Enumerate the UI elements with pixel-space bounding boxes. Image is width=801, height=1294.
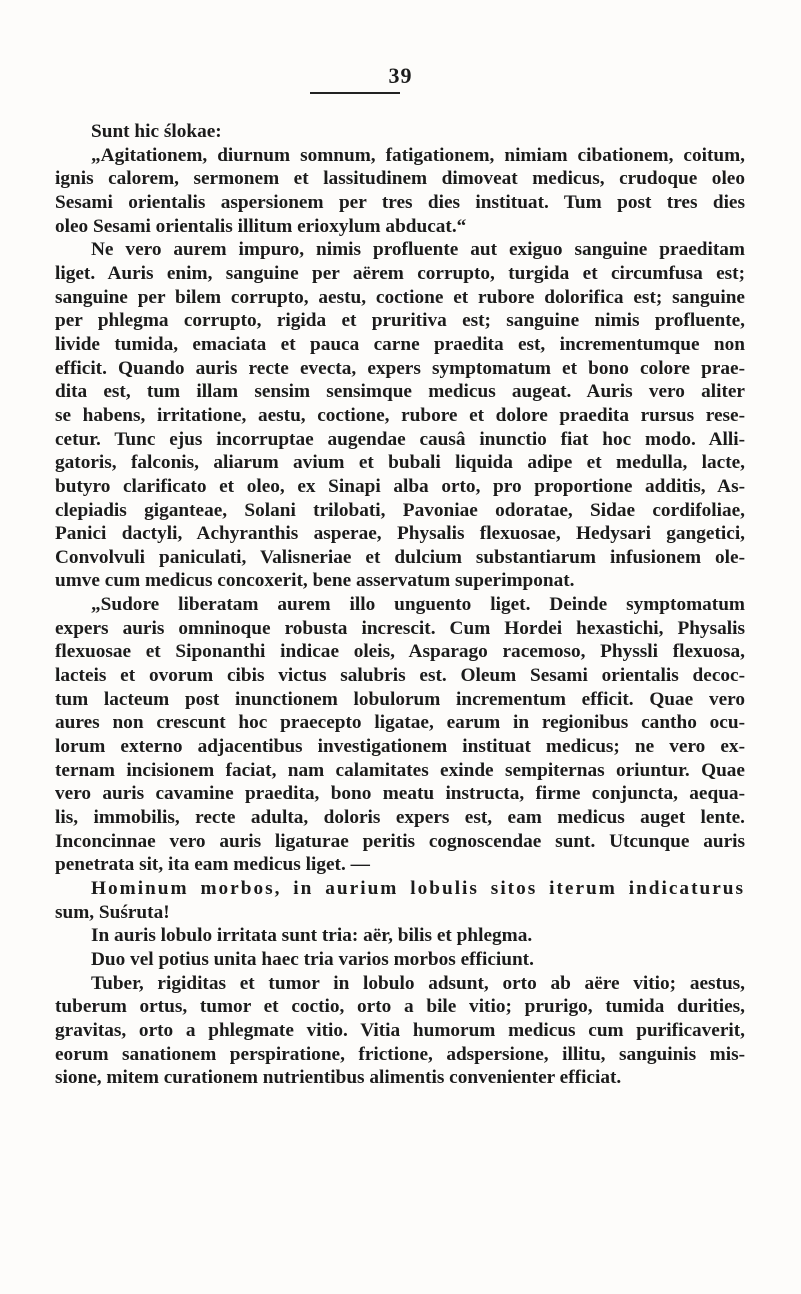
header-rule — [310, 92, 400, 94]
text-line: liget. Auris enim, sanguine per aërem corrupto, turgida et circumfusa est; — [55, 262, 745, 284]
text-line: „Agitationem, diurnum somnum, fatigationem, nimiam cibationem, coitum, — [91, 144, 745, 166]
text-line: tuberum ortus, tumor et coctio, orto a bile vitio; prurigo, tumida durities, — [55, 996, 745, 1018]
text-line: In auris lobulo irritata sunt tria: aër, bilis et phlegma. — [91, 925, 533, 947]
text-line: „Sudore liberatam aurem illo unguento liget. Deinde symptomatum — [91, 594, 745, 616]
text-line: butyro clarificato et oleo, ex Sinapi alba orto, pro proportione additis, As- — [55, 475, 745, 497]
text-line: sum, Suśruta! — [55, 901, 170, 923]
text-line: flexuosae et Siponanthi indicae oleis, Asparago racemoso, Physsli flexuosa, — [55, 641, 745, 663]
text-line: Duo vel potius unita haec tria varios morbos efficiunt. — [91, 948, 534, 970]
text-line: Inconcinnae vero auris ligaturae peritis cognoscendae sunt. Utcunque auris — [55, 830, 745, 852]
text-line: livide tumida, emaciata et pauca carne praedita est, incrementumque non — [55, 333, 745, 355]
text-line: vero auris cavamine praedita, bono meatu instructa, firme conjuncta, aequa- — [55, 783, 745, 805]
text-line: oleo Sesami orientalis illitum erioxylum abducat.“ — [55, 215, 467, 237]
text-line: lacteis et ovorum cibis victus salubris est. Oleum Sesami orientalis decoc- — [55, 665, 745, 687]
body-text — [55, 120, 745, 1090]
text-line: Sunt hic ślokae: — [91, 121, 222, 142]
text-line: gravitas, orto a phlegmate vitio. Vitia humorum medicus cum purificaverit, — [55, 1019, 745, 1041]
text-line: sanguine per bilem corrupto, aestu, coctione et rubore dolorifica est; sanguine — [55, 286, 745, 308]
text-line: efficit. Quando auris recte evecta, expers symptomatum et bono colore prae- — [55, 357, 745, 379]
text-line: Tuber, rigiditas et tumor in lobulo adsunt, orto ab aëre vitio; aestus, — [91, 972, 745, 994]
text-line: cetur. Tunc ejus incorruptae augendae causâ inunctio fiat hoc modo. Alli- — [55, 428, 745, 450]
text-line: eorum sanationem perspiratione, frictione, adspersione, illitu, sanguinis mis- — [55, 1043, 745, 1065]
text-line: Ne vero aurem impuro, nimis profluente aut exiguo sanguine praeditam — [91, 239, 745, 261]
page-number: 39 — [388, 63, 413, 88]
text-line: clepiadis giganteae, Solani trilobati, Pavoniae odoratae, Sidae cordifoliae, — [55, 499, 745, 521]
text-line: tum lacteum post inunctionem lobulorum incrementum efficit. Quae vero — [55, 688, 745, 710]
text-line: Convolvuli paniculati, Valisneriae et dulcium substantiarum infusionem ole- — [55, 546, 745, 568]
text-line: gatoris, falconis, aliarum avium et bubali liquida adipe et medulla, lacte, — [55, 452, 745, 474]
text-line: lorum externo adjacentibus investigationem instituat medicus; ne vero ex- — [55, 736, 745, 758]
text-line: per phlegma corrupto, rigida et pruritiva est; sanguine nimis profluente, — [55, 310, 745, 332]
text-line: Sesami orientalis aspersionem per tres dies instituat. Tum post tres dies — [55, 191, 745, 213]
text-line: ignis calorem, sermonem et lassitudinem dimoveat medicus, crudoque oleo — [55, 168, 745, 190]
text-line: lis, immobilis, recte adulta, doloris expers est, eam medicus auget lente. — [55, 807, 745, 829]
text-line: dita est, tum illam sensim sensimque medicus augeat. Auris vero aliter — [55, 381, 745, 403]
text-line: Hominum morbos, in aurium lobulis sitos iterum indicaturus — [91, 878, 745, 899]
text-line: se habens, irritatione, aestu, coctione, rubore et dolore praedita rursus rese- — [55, 404, 745, 426]
text-line: ternam incisionem faciat, nam calamitates exinde sempiternas oriuntur. Quae — [55, 759, 745, 781]
text-line: Panici dactyli, Achyranthis asperae, Physalis flexuosae, Hedysari gangetici, — [55, 523, 745, 545]
text-line: penetrata sit, ita eam medicus liget. — — [55, 854, 370, 876]
text-line: sione, mitem curationem nutrientibus alimentis convenienter efficiat. — [55, 1067, 622, 1089]
text-line: umve cum medicus concoxerit, bene asservatum superimponat. — [55, 570, 575, 592]
text-line: aures non crescunt hoc praecepto ligatae, earum in regionibus cantho ocu- — [55, 712, 745, 734]
text-line: expers auris omninoque robusta increscit. Cum Hordei hexastichi, Physalis — [55, 617, 745, 639]
